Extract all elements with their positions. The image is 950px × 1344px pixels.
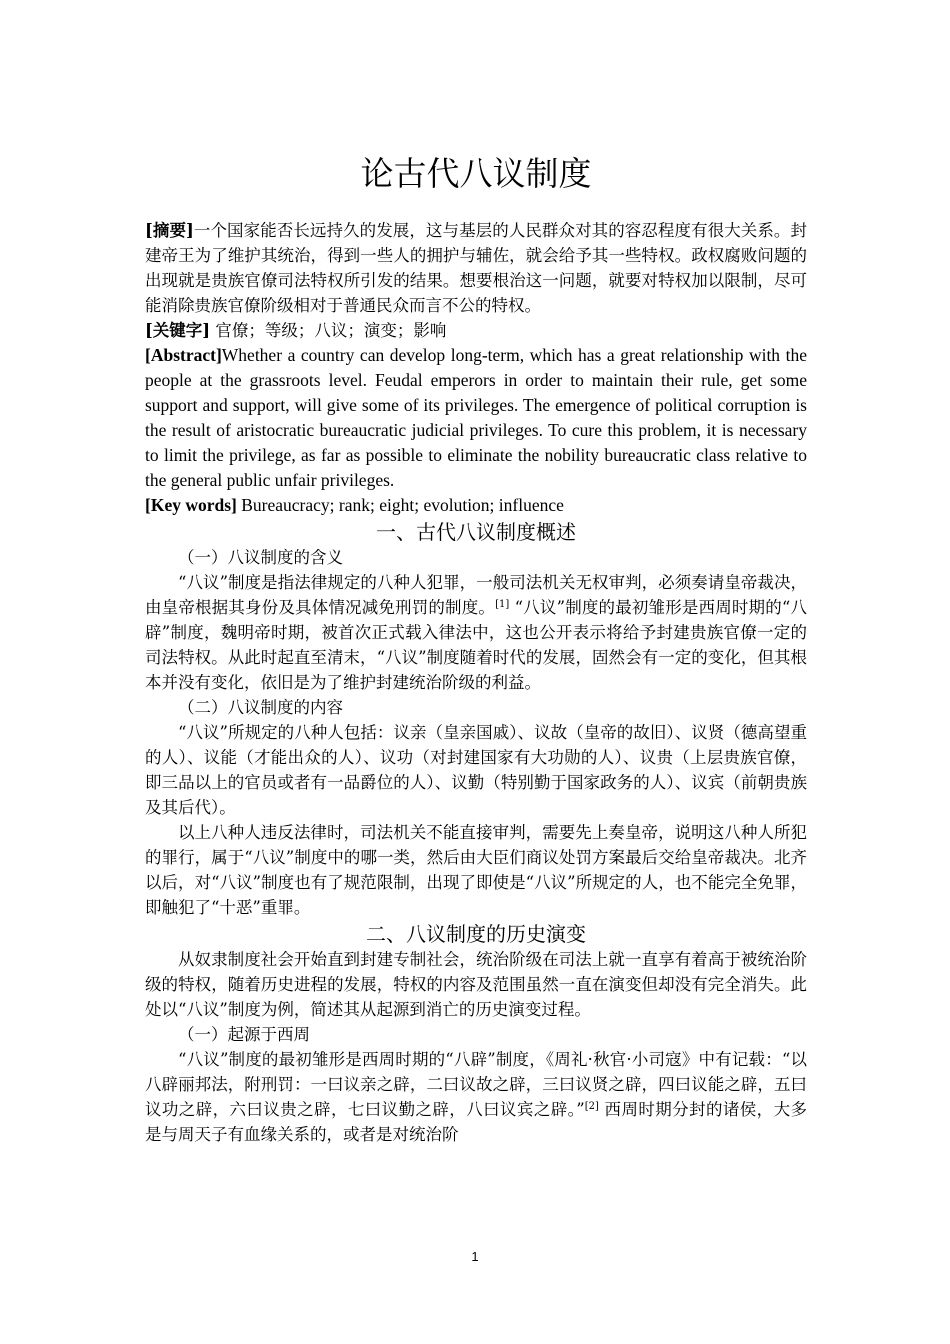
abstract-en-text: Whether a country can develop long-term, which has a great relationship with the people at the grassroots level. Feudal emperors in order to maintain their rule, get some support and support, will give some of its privileges. The emergence of political corruption is the result of aristocratic bureaucratic judicial privileges. To cure this problem, it is necessary to limit the privilege, as far as possible to eliminate the nobility bureaucratic class relative to the general public unfair privileges. bbox=[145, 345, 807, 490]
citation-ref: [2] bbox=[584, 1101, 599, 1112]
section2-sub1-paragraph bbox=[145, 1047, 807, 1147]
section1-sub1-paragraph bbox=[145, 570, 807, 695]
paragraph-text: “八议”制度的最初雏形是西周时期的“八辟”制度，魏明帝时期，被首次正式载入律法中，这也公开表示将给予封建贵族官僚一定的司法特权。从此时起直至清末，“八议”制度随着时代的发展，固然会有一定的变化，但其根本并没有变化，依旧是为了维护封建统治阶级的利益。 bbox=[145, 598, 807, 692]
section2-sub1-heading: （一）起源于西周 bbox=[178, 1025, 310, 1044]
page-title: 论古代八议制度 bbox=[360, 154, 592, 193]
citation-ref: [1] bbox=[495, 599, 510, 610]
section1-heading: 一、古代八议制度概述 bbox=[376, 520, 576, 544]
section1-sub1-heading: （一）八议制度的含义 bbox=[178, 548, 343, 567]
page-number: 1 bbox=[471, 1249, 479, 1264]
keywords-en-label: [Key words] bbox=[145, 495, 237, 515]
abstract-cn-label: [摘要] bbox=[145, 221, 194, 240]
abstract-cn bbox=[145, 218, 807, 318]
abstract-en bbox=[145, 343, 807, 493]
section1-sub2-heading: （二）八议制度的内容 bbox=[178, 698, 343, 717]
section1-sub2-paragraph-2: 以上八种人违反法律时，司法机关不能直接审判，需要先上奏皇帝，说明这八种人所犯的罪行，属于“八议”制度中的哪一类，然后由大臣们商议处罚方案最后交给皇帝裁决。北齐以后，对“八议”制度也有了规范限制，出现了即使是“八议”所规定的人，也不能完全免罪，即触犯了“十恶”重罪。 bbox=[145, 823, 807, 917]
paragraph-text: “八议”制度的最初雏形是西周时期的“八辟”制度，《周礼·秋官·小司寇》中有记载：“以八辟丽邦法，附刑罚：一曰议亲之辟，二曰议故之辟，三曰议贤之辟，四曰议能之辟，五曰议功之辟，六曰议贵之辟，七曰议勤之辟，八曰议宾之辟。” bbox=[145, 1050, 807, 1119]
paragraph-text: 西周时期分封的诸侯，大多是与周天子有血缘关系的，或者是对统治阶 bbox=[145, 1100, 807, 1144]
keywords-cn-text: 官僚；等级；八议；演变；影响 bbox=[210, 321, 447, 340]
paragraph-text: “八议”制度是指法律规定的八种人犯罪，一般司法机关无权审判，必须奏请皇帝裁决，由皇帝根据其身份及具体情况减免刑罚的制度。 bbox=[145, 573, 807, 617]
abstract-en-label: [Abstract] bbox=[145, 345, 222, 365]
keywords-cn bbox=[145, 318, 807, 343]
keywords-en-text: Bureaucracy; rank; eight; evolution; influence bbox=[236, 495, 564, 515]
abstract-cn-text: 一个国家能否长远持久的发展，这与基层的人民群众对其的容忍程度有很大关系。封建帝王为了维护其统治，得到一些人的拥护与辅佐，就会给予其一些特权。政权腐败问题的出现就是贵族官僚司法特权所引发的结果。想要根治这一问题，就要对特权加以限制，尽可能消除贵族官僚阶级相对于普通民众而言不公的特权。 bbox=[145, 221, 808, 315]
section1-sub2-paragraph-1: “八议”所规定的八种人包括：议亲（皇亲国戚）、议故（皇帝的故旧）、议贤（德高望重的人）、议能（才能出众的人）、议功（对封建国家有大功勋的人）、议贵（上层贵族官僚，即三品以上的官员或者有一品爵位的人）、议勤（特别勤于国家政务的人）、议宾（前朝贵族及其后代）。 bbox=[145, 723, 807, 817]
keywords-en bbox=[145, 493, 807, 518]
keywords-cn-label: [关键字] bbox=[145, 321, 211, 340]
section2-paragraph-1: 从奴隶制度社会开始直到封建专制社会，统治阶级在司法上就一直享有着高于被统治阶级的特权，随着历史进程的发展，特权的内容及范围虽然一直在演变但却没有完全消失。此处以“八议”制度为例，简述其从起源到消亡的历史演变过程。 bbox=[145, 950, 807, 1019]
document-body bbox=[145, 150, 807, 1147]
section2-heading: 二、八议制度的历史演变 bbox=[366, 922, 586, 946]
